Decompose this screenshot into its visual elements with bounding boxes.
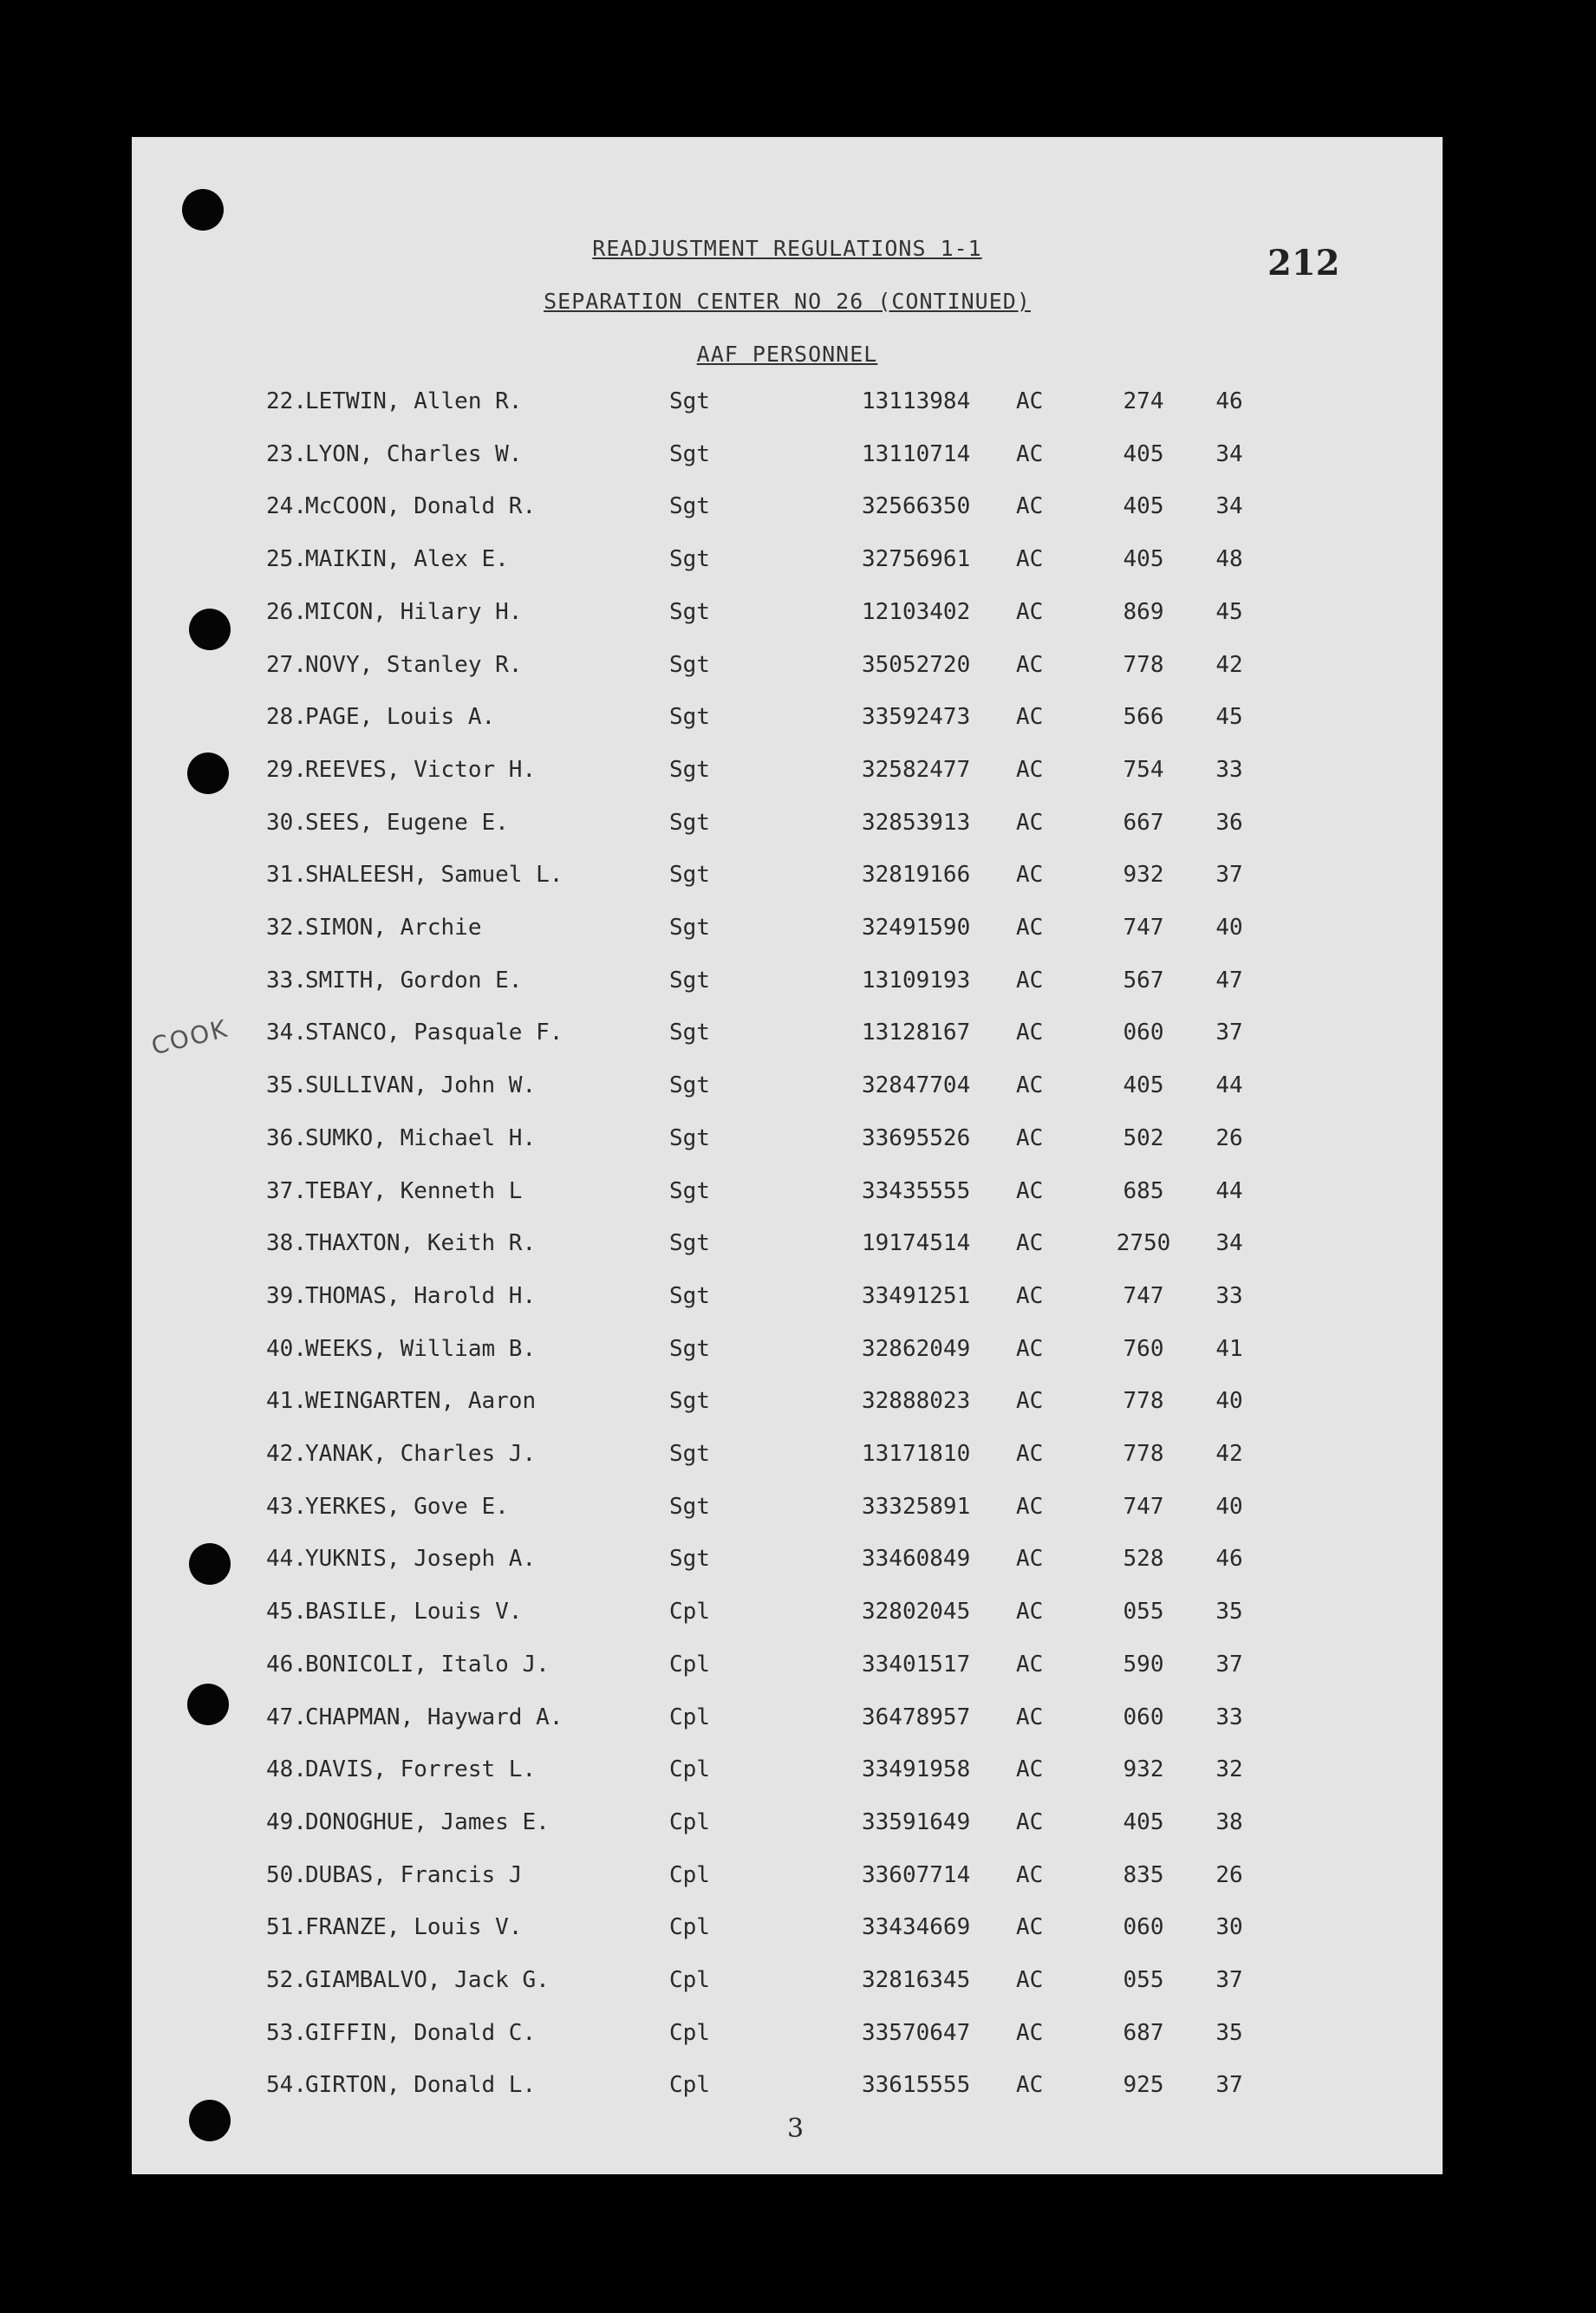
points-value: 38	[1215, 1808, 1243, 1835]
branch-code: AC	[1016, 1651, 1044, 1678]
personnel-rank: Sgt	[669, 440, 710, 467]
row-number: 54.	[266, 2072, 307, 2099]
personnel-rank: Sgt	[669, 809, 710, 836]
serial-number: 33460849	[862, 1546, 971, 1573]
serial-number: 32847704	[862, 1072, 971, 1099]
branch-code: AC	[1016, 598, 1044, 625]
specialty-code: 685	[1123, 1177, 1164, 1204]
serial-number: 13171810	[862, 1441, 971, 1467]
branch-code: AC	[1016, 388, 1044, 414]
personnel-rank: Cpl	[669, 1756, 710, 1783]
personnel-name: SMITH, Gordon E.	[305, 967, 523, 994]
points-value: 34	[1215, 440, 1243, 467]
serial-number: 33592473	[862, 704, 971, 731]
row-number: 35.	[266, 1072, 307, 1099]
row-number: 38.	[266, 1230, 307, 1257]
points-value: 46	[1215, 388, 1243, 414]
points-value: 47	[1215, 967, 1243, 994]
table-row	[132, 1862, 1443, 1897]
branch-code: AC	[1016, 1704, 1044, 1730]
serial-number: 33435555	[862, 1177, 971, 1204]
footer-number: 3	[787, 2114, 805, 2144]
personnel-name: PAGE, Louis A.	[305, 704, 496, 731]
specialty-code: 405	[1123, 493, 1164, 520]
serial-number: 33491958	[862, 1756, 971, 1783]
branch-code: AC	[1016, 1230, 1044, 1257]
serial-number: 33570647	[862, 2019, 971, 2046]
row-number: 37.	[266, 1177, 307, 1204]
points-value: 37	[1215, 862, 1243, 889]
points-value: 45	[1215, 598, 1243, 625]
row-number: 31.	[266, 862, 307, 889]
row-number: 47.	[266, 1704, 307, 1730]
specialty-code: 566	[1123, 704, 1164, 731]
personnel-rank: Sgt	[669, 862, 710, 889]
personnel-rank: Sgt	[669, 1441, 710, 1467]
personnel-rank: Sgt	[669, 1546, 710, 1573]
points-value: 37	[1215, 1967, 1243, 1993]
heading-separation-center: SEPARATION CENTER NO 26 (CONTINUED)	[544, 289, 1031, 314]
specialty-code: 778	[1123, 651, 1164, 678]
branch-code: AC	[1016, 1599, 1044, 1626]
personnel-name: YANAK, Charles J.	[305, 1441, 537, 1467]
branch-code: AC	[1016, 1914, 1044, 1941]
personnel-name: SEES, Eugene E.	[305, 809, 509, 836]
heading-personnel: AAF PERSONNEL	[696, 342, 878, 367]
serial-number: 32802045	[862, 1599, 971, 1626]
personnel-name: STANCO, Pasquale F.	[305, 1020, 563, 1046]
branch-code: AC	[1016, 493, 1044, 520]
personnel-name: REEVES, Victor H.	[305, 756, 537, 783]
personnel-name: YUKNIS, Joseph A.	[305, 1546, 537, 1573]
specialty-code: 060	[1123, 1914, 1164, 1941]
table-row	[132, 1020, 1443, 1054]
row-number: 51.	[266, 1914, 307, 1941]
points-value: 32	[1215, 1756, 1243, 1783]
branch-code: AC	[1016, 2019, 1044, 2046]
points-value: 41	[1215, 1335, 1243, 1362]
branch-code: AC	[1016, 440, 1044, 467]
personnel-rank: Cpl	[669, 1808, 710, 1835]
binder-hole	[182, 189, 224, 231]
points-value: 37	[1215, 1020, 1243, 1046]
specialty-code: 060	[1123, 1020, 1164, 1046]
specialty-code: 760	[1123, 1335, 1164, 1362]
document-page	[132, 137, 1443, 2174]
personnel-rank: Cpl	[669, 1704, 710, 1730]
table-row	[132, 388, 1443, 423]
points-value: 45	[1215, 704, 1243, 731]
points-value: 34	[1215, 493, 1243, 520]
row-number: 25.	[266, 546, 307, 573]
serial-number: 32862049	[862, 1335, 971, 1362]
personnel-rank: Cpl	[669, 2072, 710, 2099]
points-value: 42	[1215, 1441, 1243, 1467]
serial-number: 13109193	[862, 967, 971, 994]
points-value: 46	[1215, 1546, 1243, 1573]
serial-number: 33607714	[862, 1861, 971, 1888]
table-row	[132, 1546, 1443, 1580]
points-value: 26	[1215, 1861, 1243, 1888]
serial-number: 33695526	[862, 1124, 971, 1151]
row-number: 28.	[266, 704, 307, 731]
branch-code: AC	[1016, 1493, 1044, 1520]
row-number: 26.	[266, 598, 307, 625]
personnel-name: GIAMBALVO, Jack G.	[305, 1967, 550, 1993]
specialty-code: 747	[1123, 915, 1164, 941]
table-row	[132, 1336, 1443, 1371]
row-number: 53.	[266, 2019, 307, 2046]
serial-number: 32819166	[862, 862, 971, 889]
row-number: 40.	[266, 1335, 307, 1362]
specialty-code: 274	[1123, 388, 1164, 414]
points-value: 30	[1215, 1914, 1243, 1941]
table-row	[132, 1914, 1443, 1949]
specialty-code: 932	[1123, 862, 1164, 889]
branch-code: AC	[1016, 967, 1044, 994]
table-row	[132, 862, 1443, 896]
specialty-code: 055	[1123, 1599, 1164, 1626]
personnel-rank: Sgt	[669, 493, 710, 520]
table-row	[132, 1230, 1443, 1265]
points-value: 44	[1215, 1072, 1243, 1099]
personnel-rank: Sgt	[669, 1020, 710, 1046]
personnel-name: SULLIVAN, John W.	[305, 1072, 537, 1099]
table-row	[132, 1652, 1443, 1686]
personnel-rank: Sgt	[669, 756, 710, 783]
specialty-code: 405	[1123, 1072, 1164, 1099]
serial-number: 32816345	[862, 1967, 971, 1993]
specialty-code: 2750	[1116, 1230, 1171, 1257]
table-row	[132, 1072, 1443, 1107]
personnel-name: SUMKO, Michael H.	[305, 1124, 537, 1151]
branch-code: AC	[1016, 1124, 1044, 1151]
table-row	[132, 968, 1443, 1002]
personnel-rank: Sgt	[669, 915, 710, 941]
personnel-rank: Sgt	[669, 598, 710, 625]
personnel-name: MICON, Hilary H.	[305, 598, 523, 625]
branch-code: AC	[1016, 809, 1044, 836]
points-value: 35	[1215, 1599, 1243, 1626]
table-row	[132, 915, 1443, 949]
personnel-rank: Cpl	[669, 2019, 710, 2046]
table-row	[132, 1704, 1443, 1739]
branch-code: AC	[1016, 1335, 1044, 1362]
branch-code: AC	[1016, 1546, 1044, 1573]
specialty-code: 754	[1123, 756, 1164, 783]
points-value: 37	[1215, 1651, 1243, 1678]
branch-code: AC	[1016, 862, 1044, 889]
personnel-name: FRANZE, Louis V.	[305, 1914, 523, 1941]
branch-code: AC	[1016, 1020, 1044, 1046]
row-number: 44.	[266, 1546, 307, 1573]
personnel-name: McCOON, Donald R.	[305, 493, 537, 520]
table-row	[132, 1494, 1443, 1528]
personnel-name: GIFFIN, Donald C.	[305, 2019, 537, 2046]
page-number: 212	[1267, 243, 1340, 283]
row-number: 29.	[266, 756, 307, 783]
branch-code: AC	[1016, 1808, 1044, 1835]
specialty-code: 055	[1123, 1967, 1164, 1993]
specialty-code: 778	[1123, 1441, 1164, 1467]
row-number: 34.	[266, 1020, 307, 1046]
row-number: 30.	[266, 809, 307, 836]
personnel-rank: Cpl	[669, 1967, 710, 1993]
table-row	[132, 1388, 1443, 1423]
specialty-code: 567	[1123, 967, 1164, 994]
personnel-rank: Sgt	[669, 1335, 710, 1362]
personnel-rank: Sgt	[669, 546, 710, 573]
handwritten-margin-note: COOK	[148, 1013, 231, 1061]
serial-number: 33615555	[862, 2072, 971, 2099]
serial-number: 33591649	[862, 1808, 971, 1835]
points-value: 44	[1215, 1177, 1243, 1204]
branch-code: AC	[1016, 1756, 1044, 1783]
table-row	[132, 1809, 1443, 1844]
table-row	[132, 652, 1443, 687]
personnel-rank: Sgt	[669, 651, 710, 678]
personnel-rank: Sgt	[669, 1493, 710, 1520]
personnel-name: WEEKS, William B.	[305, 1335, 537, 1362]
points-value: 33	[1215, 1704, 1243, 1730]
serial-number: 32582477	[862, 756, 971, 783]
points-value: 42	[1215, 651, 1243, 678]
serial-number: 12103402	[862, 598, 971, 625]
specialty-code: 835	[1123, 1861, 1164, 1888]
serial-number: 33491251	[862, 1282, 971, 1309]
serial-number: 32853913	[862, 809, 971, 836]
table-row	[132, 2020, 1443, 2055]
personnel-name: BASILE, Louis V.	[305, 1599, 523, 1626]
personnel-name: SHALEESH, Samuel L.	[305, 862, 563, 889]
table-row	[132, 1599, 1443, 1633]
serial-number: 32491590	[862, 915, 971, 941]
personnel-name: SIMON, Archie	[305, 915, 482, 941]
personnel-rank: Cpl	[669, 1651, 710, 1678]
branch-code: AC	[1016, 915, 1044, 941]
table-row	[132, 2072, 1443, 2107]
personnel-name: MAIKIN, Alex E.	[305, 546, 509, 573]
table-row	[132, 704, 1443, 739]
specialty-code: 060	[1123, 1704, 1164, 1730]
row-number: 24.	[266, 493, 307, 520]
table-row	[132, 493, 1443, 528]
personnel-name: GIRTON, Donald L.	[305, 2072, 537, 2099]
points-value: 48	[1215, 546, 1243, 573]
table-row	[132, 810, 1443, 844]
specialty-code: 932	[1123, 1756, 1164, 1783]
branch-code: AC	[1016, 1282, 1044, 1309]
personnel-name: THOMAS, Harold H.	[305, 1282, 537, 1309]
specialty-code: 747	[1123, 1282, 1164, 1309]
branch-code: AC	[1016, 1861, 1044, 1888]
specialty-code: 778	[1123, 1388, 1164, 1415]
serial-number: 32888023	[862, 1388, 971, 1415]
branch-code: AC	[1016, 1072, 1044, 1099]
row-number: 27.	[266, 651, 307, 678]
branch-code: AC	[1016, 2072, 1044, 2099]
serial-number: 33325891	[862, 1493, 971, 1520]
points-value: 33	[1215, 756, 1243, 783]
personnel-rank: Sgt	[669, 704, 710, 731]
row-number: 48.	[266, 1756, 307, 1783]
personnel-rank: Sgt	[669, 388, 710, 414]
serial-number: 13110714	[862, 440, 971, 467]
row-number: 50.	[266, 1861, 307, 1888]
personnel-name: DONOGHUE, James E.	[305, 1808, 550, 1835]
row-number: 32.	[266, 915, 307, 941]
personnel-name: WEINGARTEN, Aaron	[305, 1388, 537, 1415]
points-value: 33	[1215, 1282, 1243, 1309]
personnel-name: BONICOLI, Italo J.	[305, 1651, 550, 1678]
table-row	[132, 599, 1443, 634]
personnel-name: NOVY, Stanley R.	[305, 651, 523, 678]
specialty-code: 687	[1123, 2019, 1164, 2046]
points-value: 40	[1215, 1493, 1243, 1520]
row-number: 46.	[266, 1651, 307, 1678]
personnel-rank: Sgt	[669, 1230, 710, 1257]
table-row	[132, 546, 1443, 581]
specialty-code: 405	[1123, 440, 1164, 467]
specialty-code: 405	[1123, 1808, 1164, 1835]
serial-number: 36478957	[862, 1704, 971, 1730]
personnel-rank: Sgt	[669, 1388, 710, 1415]
serial-number: 13128167	[862, 1020, 971, 1046]
serial-number: 32566350	[862, 493, 971, 520]
personnel-rank: Sgt	[669, 1177, 710, 1204]
branch-code: AC	[1016, 704, 1044, 731]
personnel-rank: Cpl	[669, 1599, 710, 1626]
specialty-code: 667	[1123, 809, 1164, 836]
serial-number: 32756961	[862, 546, 971, 573]
row-number: 45.	[266, 1599, 307, 1626]
personnel-rank: Cpl	[669, 1914, 710, 1941]
row-number: 42.	[266, 1441, 307, 1467]
specialty-code: 528	[1123, 1546, 1164, 1573]
points-value: 35	[1215, 2019, 1243, 2046]
heading-regulations: READJUSTMENT REGULATIONS 1-1	[592, 236, 982, 261]
branch-code: AC	[1016, 1967, 1044, 1993]
serial-number: 33434669	[862, 1914, 971, 1941]
branch-code: AC	[1016, 1177, 1044, 1204]
personnel-name: DUBAS, Francis J	[305, 1861, 523, 1888]
serial-number: 19174514	[862, 1230, 971, 1257]
personnel-name: DAVIS, Forrest L.	[305, 1756, 537, 1783]
personnel-name: TEBAY, Kenneth L	[305, 1177, 523, 1204]
row-number: 43.	[266, 1493, 307, 1520]
branch-code: AC	[1016, 651, 1044, 678]
points-value: 40	[1215, 915, 1243, 941]
personnel-name: LETWIN, Allen R.	[305, 388, 523, 414]
points-value: 34	[1215, 1230, 1243, 1257]
specialty-code: 502	[1123, 1124, 1164, 1151]
points-value: 26	[1215, 1124, 1243, 1151]
table-row	[132, 1283, 1443, 1318]
branch-code: AC	[1016, 1441, 1044, 1467]
row-number: 33.	[266, 967, 307, 994]
row-number: 23.	[266, 440, 307, 467]
personnel-rank: Sgt	[669, 967, 710, 994]
personnel-name: YERKES, Gove E.	[305, 1493, 509, 1520]
personnel-rank: Cpl	[669, 1861, 710, 1888]
row-number: 39.	[266, 1282, 307, 1309]
branch-code: AC	[1016, 756, 1044, 783]
specialty-code: 869	[1123, 598, 1164, 625]
row-number: 52.	[266, 1967, 307, 1993]
branch-code: AC	[1016, 1388, 1044, 1415]
serial-number: 13113984	[862, 388, 971, 414]
table-row	[132, 1178, 1443, 1213]
points-value: 40	[1215, 1388, 1243, 1415]
personnel-name: LYON, Charles W.	[305, 440, 523, 467]
table-row	[132, 1441, 1443, 1476]
serial-number: 33401517	[862, 1651, 971, 1678]
personnel-name: THAXTON, Keith R.	[305, 1230, 537, 1257]
specialty-code: 405	[1123, 546, 1164, 573]
personnel-rank: Sgt	[669, 1124, 710, 1151]
specialty-code: 747	[1123, 1493, 1164, 1520]
points-value: 37	[1215, 2072, 1243, 2099]
row-number: 49.	[266, 1808, 307, 1835]
specialty-code: 590	[1123, 1651, 1164, 1678]
serial-number: 35052720	[862, 651, 971, 678]
row-number: 41.	[266, 1388, 307, 1415]
table-row	[132, 1125, 1443, 1160]
personnel-rank: Sgt	[669, 1282, 710, 1309]
row-number: 36.	[266, 1124, 307, 1151]
table-row	[132, 757, 1443, 792]
table-row	[132, 441, 1443, 476]
points-value: 36	[1215, 809, 1243, 836]
personnel-name: CHAPMAN, Hayward A.	[305, 1704, 563, 1730]
branch-code: AC	[1016, 546, 1044, 573]
table-row	[132, 1756, 1443, 1791]
table-row	[132, 1967, 1443, 2002]
row-number: 22.	[266, 388, 307, 414]
personnel-rank: Sgt	[669, 1072, 710, 1099]
specialty-code: 925	[1123, 2072, 1164, 2099]
